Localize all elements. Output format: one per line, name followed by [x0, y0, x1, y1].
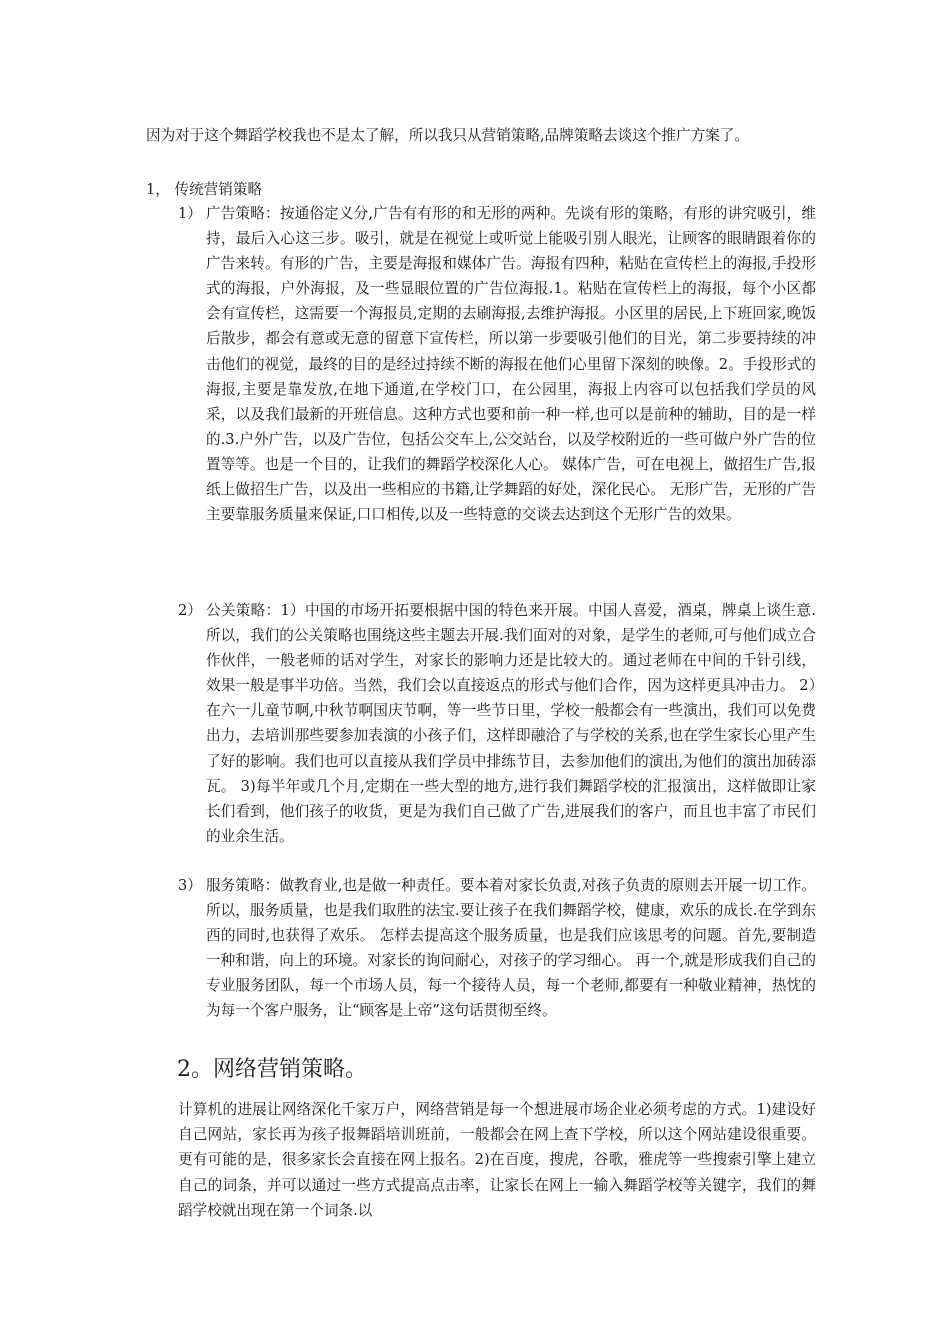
list-item-number: 2）	[178, 602, 202, 619]
section-2-heading: 2。网络营销策略。	[177, 1057, 367, 1082]
section-2-paragraph: 计算机的进展让网络深化千家万户，网络营销是每一个想进展市场企业必须考虑的方式。1)建设好自己网站，家长再为孩子报舞蹈培训班前，一般都会在网上查下学校，所以这个网站建设很重要。更有可能的是，很多家长会直接在网上报名。2)在百度，搜虎，谷歌，雅虎等一些搜索引擎上建立自己的词条，并可以通过一些方式提高点击率，让家长在网上一输入舞蹈学校等关键字，我们的舞蹈学校就出现在第一个词条.以	[178, 1101, 816, 1219]
list-item-text: 服务策略：做教育业,也是做一种责任。要本着对家长负责,对孩子负责的原则去开展一切工作。所以，服务质量，也是我们取胜的法宝.要让孩子在我们舞蹈学校，健康，欢乐的成长.在学到东西的同时,也获得了欢乐。 怎样去提高这个服务质量，也是我们应该思考的问题。首先,要制造一种和谐，向上的环境。对家长的询问耐心，对孩子的学习细心。 再一个,就是形成我们自己的专业服务团队，每一个市场人员，每一个接待人员，每一个老师,都要有一种敬业精神，热忱的为每一个客户服务，让“顾客是上帝”这句话贯彻至终。	[206, 877, 816, 1020]
list-item-text: 公关策略：1）中国的市场开拓要根据中国的特色来开展。中国人喜爱，酒桌，牌桌上谈生意.所以，我们的公关策略也围绕这些主题去开展.我们面对的对象，是学生的老师,可与他们成立合作伙伴，一般老师的话对学生，对家长的影响力还是比较大的。通过老师在中间的千针引线，效果一般是事半功倍。当然，我们会以直接返点的形式与他们合作，因为这样更具冲击力。 2）在六一儿童节啊,中秋节啊国庆节啊，等一些节日里，学校一般都会有一些演出，我们可以免费出力，去培训那些要参加表演的小孩子们，这样即融洽了与学校的关系,也在学生家长心里产生了好的影响。我们也可以直接从我们学员中排练节目，去参加他们的演出,为他们的演出加砖添瓦。 3)每半年或几个月,定期在一些大型的地方,进行我们舞蹈学校的汇报演出，这样做即让家长们看到，他们孩子的收货，更是为我们自己做了广告,进展我们的客户，而且也丰富了市民们的业余生活。	[206, 602, 816, 845]
intro-paragraph: 因为对于这个舞蹈学校我也不是太了解，所以我只从营销策略,品牌策略去谈这个推广方案了。	[146, 127, 749, 144]
list-item-text: 广告策略：按通俗定义分,广告有有形的和无形的两种。先谈有形的策略，有形的讲究吸引，维持，最后入心这三步。吸引，就是在视觉上或听觉上能吸引别人眼光，让顾客的眼睛跟着你的广告来转。有形的广告，主要是海报和媒体广告。海报有四种，粘贴在宣传栏上的海报,手投形式的海报，户外海报，及一些显眼位置的广告位海报.1。粘贴在宣传栏上的海报，每个小区都会有宣传栏，这需要一个海报员,定期的去刷海报,去维护海报。小区里的居民,上下班回家,晚饭后散步，都会有意或无意的留意下宣传栏，所以第一步要吸引他们的目光，第二步要持续的冲击他们的视觉，最终的目的是经过持续不断的海报在他们心里留下深刻的映像。2。手投形式的海报,主要是靠发放,在地下通道,在学校门口，在公园里，海报上内容可以包括我们学员的风采，以及我们最新的开班信息。这种方式也要和前一种一样,也可以是前种的辅助，目的是一样的.3.户外广告，以及广告位，包括公交车上,公交站台，以及学校附近的一些可做户外广告的位置等等。也是一个目的，让我们的舞蹈学校深化人心。 媒体广告，可在电视上，做招生广告,报纸上做招生广告，以及出一些相应的书籍,让学舞蹈的好处，深化民心。 无形广告，无形的广告主要靠服务质量来保证,口口相传,以及一些特意的交谈去达到这个无形广告的效果。	[206, 205, 816, 524]
list-item-number: 3）	[178, 877, 202, 894]
section-1-heading: 1， 传统营销策略	[146, 181, 263, 198]
list-item-number: 1）	[178, 205, 202, 222]
